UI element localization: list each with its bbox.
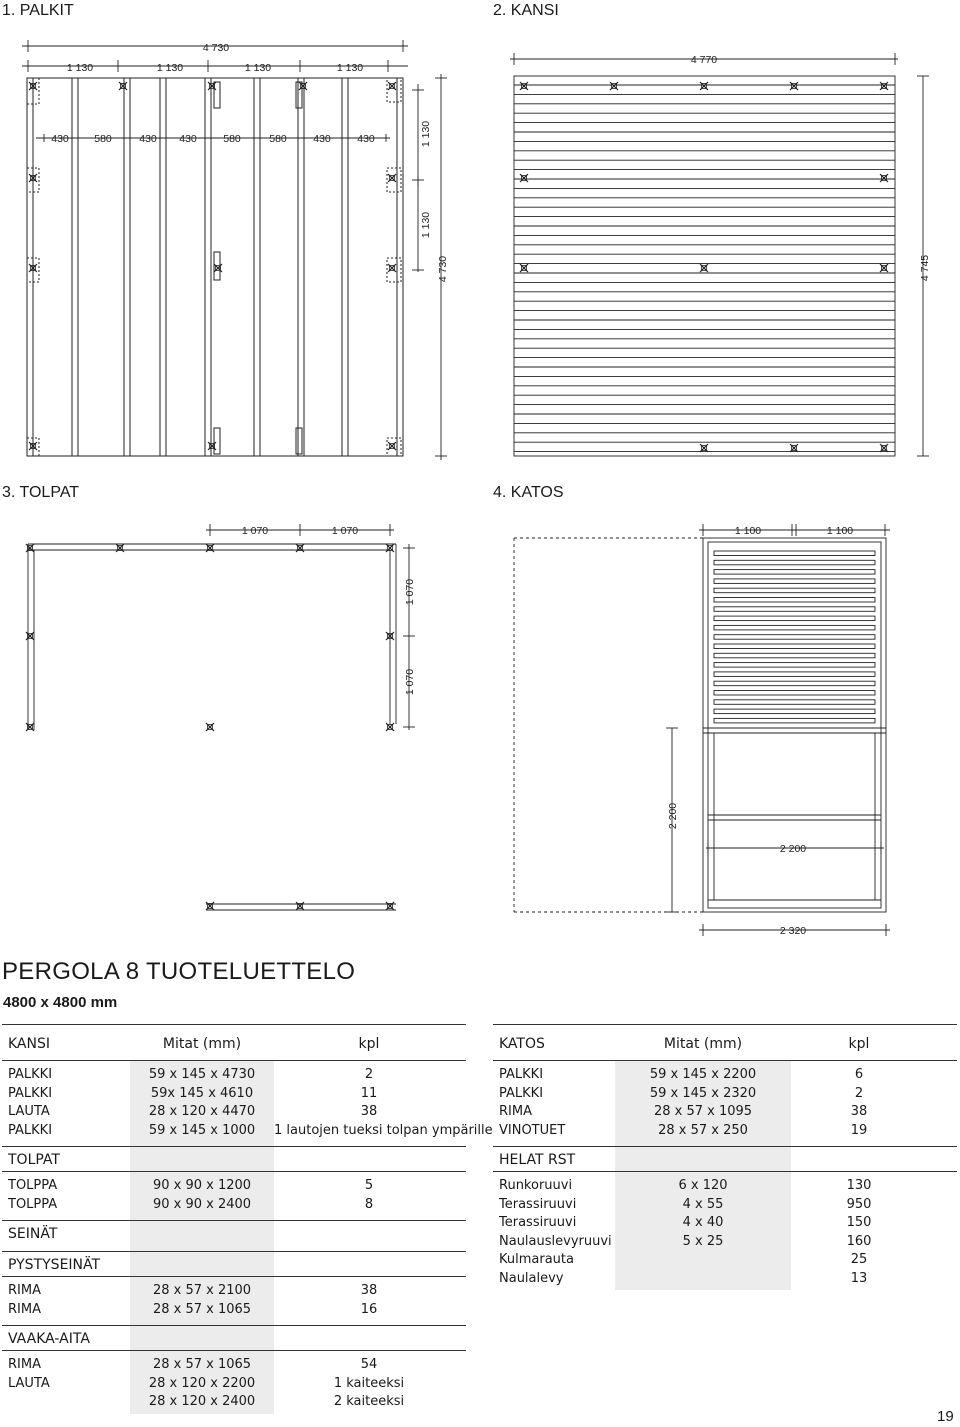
part-dims: 5 x 25 (682, 1233, 724, 1249)
dim-tolpat-side-b: 1 070 (404, 668, 416, 696)
dim-palkit-side-total: 4 730 (437, 255, 449, 283)
header-dims: Mitat (mm) (162, 1036, 242, 1052)
dim-palkit-gap: 580 (223, 133, 241, 145)
table-divider (2, 1350, 466, 1351)
roof-slat (714, 644, 875, 649)
part-name: RIMA (8, 1283, 41, 1298)
table-row (2, 1301, 466, 1318)
table-divider (2, 1251, 466, 1252)
part-name: Terassiruuvi (499, 1215, 577, 1230)
part-qty: 6 (854, 1067, 864, 1082)
dim-palkit-span: 1 130 (244, 62, 272, 74)
part-name: PALKKI (8, 1085, 53, 1101)
part-dims: 90 x 90 x 2400 (152, 1196, 252, 1212)
part-qty: 8 (364, 1196, 374, 1212)
table-row (2, 1103, 466, 1120)
dim-tolpat-side-a: 1 070 (404, 578, 416, 606)
part-qty: 150 (846, 1215, 872, 1230)
dim-palkit-total: 4 730 (202, 42, 230, 54)
table-row (2, 1393, 466, 1410)
roof-slat (714, 551, 875, 556)
roof-slat (714, 625, 875, 630)
group-title (2, 1150, 466, 1170)
table-row (2, 1066, 466, 1083)
table-row (493, 1251, 957, 1268)
part-name: RIMA (8, 1301, 41, 1317)
part-dims: 59 x 145 x 4730 (148, 1067, 256, 1082)
part-name: TOLPPA (8, 1196, 58, 1212)
table-row (2, 1356, 466, 1373)
roof-slat (714, 579, 875, 584)
table-row (493, 1103, 957, 1120)
table-row (493, 1214, 957, 1231)
part-dims: 28 x 120 x 4470 (148, 1104, 256, 1119)
roof-slat (714, 588, 875, 593)
part-name: Terassiruuvi (499, 1196, 577, 1212)
table-divider (2, 1276, 466, 1277)
dim-katos-span: 1 100 (826, 525, 854, 537)
dim-palkit-gap: 430 (51, 133, 69, 145)
table-divider (2, 1220, 466, 1221)
dim-palkit-side-a: 1 130 (420, 120, 432, 148)
roof-slat (714, 663, 875, 668)
part-qty: 13 (850, 1270, 868, 1286)
dim-palkit-span: 1 130 (336, 62, 364, 74)
product-size: 4800 x 4800 mm (3, 994, 118, 1011)
group-title-text: VAAKA-AITA (8, 1331, 90, 1347)
roof-slat (714, 653, 875, 658)
roof-slat (714, 616, 875, 621)
table-header (493, 1034, 957, 1054)
roof-slat (714, 560, 875, 565)
group-title-text: SEINÄT (8, 1226, 58, 1242)
part-qty: 1 lautojen tueksi tolpan ympärille (274, 1122, 493, 1138)
dim-kansi-width: 4 770 (690, 54, 718, 66)
dim-tolpat-span: 1 070 (331, 525, 359, 537)
table-row (493, 1122, 957, 1139)
roof-slat (714, 570, 875, 575)
dim-katos-height: 2 200 (667, 802, 679, 830)
part-name: RIMA (499, 1104, 532, 1119)
part-name: Kulmarauta (499, 1252, 574, 1267)
header-name: KANSI (8, 1036, 50, 1052)
part-qty: 38 (360, 1283, 378, 1298)
part-dims: 59x 145 x 4610 (150, 1085, 254, 1101)
table-row (493, 1196, 957, 1213)
part-dims: 28 x 120 x 2400 (148, 1394, 256, 1409)
part-qty: 5 (364, 1178, 374, 1193)
roof-slat (714, 709, 875, 714)
roof-slat (714, 700, 875, 705)
part-name: TOLPPA (8, 1178, 58, 1193)
part-qty: 25 (850, 1252, 868, 1267)
table-row (493, 1177, 957, 1194)
palkit-drawing (27, 78, 403, 456)
part-qty: 160 (846, 1233, 872, 1249)
header-dims: Mitat (mm) (663, 1036, 743, 1052)
table-row (2, 1282, 466, 1299)
header-qty: kpl (358, 1036, 380, 1052)
roof-slat (714, 635, 875, 640)
table-divider (493, 1024, 957, 1025)
table-header (2, 1034, 466, 1054)
dim-palkit-gap: 580 (269, 133, 287, 145)
group-title-text: TOLPAT (8, 1152, 60, 1168)
part-qty: 1 kaiteeksi (333, 1375, 405, 1391)
dim-katos-inner: 2 200 (779, 843, 807, 855)
part-name: PALKKI (499, 1067, 544, 1082)
dim-palkit-gap: 580 (94, 133, 112, 145)
part-qty: 11 (360, 1085, 378, 1101)
dim-palkit-span: 1 130 (66, 62, 94, 74)
part-name: RIMA (8, 1357, 41, 1372)
table-row (493, 1085, 957, 1102)
part-dims: 28 x 57 x 1065 (152, 1301, 252, 1317)
group-title (2, 1329, 466, 1349)
kansi-drawing (514, 76, 895, 456)
part-dims: 59 x 145 x 2320 (649, 1085, 757, 1101)
part-dims: 28 x 120 x 2200 (148, 1375, 256, 1391)
table-row (493, 1233, 957, 1250)
table-divider (2, 1325, 466, 1326)
parts-table-kansi (2, 1024, 493, 1409)
dim-palkit-gap: 430 (357, 133, 375, 145)
dim-palkit-gap: 430 (313, 133, 331, 145)
table-divider (493, 1060, 957, 1061)
part-qty: 2 (854, 1085, 864, 1101)
part-qty: 19 (850, 1122, 868, 1138)
dim-katos-span: 1 100 (734, 525, 762, 537)
page-number: 19 (937, 1408, 954, 1425)
part-qty: 54 (360, 1357, 378, 1372)
dim-palkit-gap: 430 (179, 133, 197, 145)
part-dims: 6 x 120 (678, 1178, 728, 1193)
group-title-text: HELAT RST (499, 1152, 576, 1168)
part-name: LAUTA (8, 1375, 50, 1391)
part-name: Naulauslevyruuvi (499, 1233, 612, 1249)
roof-slat (714, 681, 875, 686)
dim-katos-width: 2 320 (779, 925, 807, 937)
roof-slat (714, 718, 875, 723)
part-qty: 130 (846, 1178, 872, 1193)
part-dims: 4 x 40 (682, 1215, 724, 1230)
part-name: Runkoruuvi (499, 1178, 573, 1193)
part-dims: 4 x 55 (682, 1196, 724, 1212)
part-dims: 90 x 90 x 1200 (152, 1178, 252, 1193)
table-divider (2, 1146, 466, 1147)
dim-palkit-gap: 430 (139, 133, 157, 145)
header-qty: kpl (848, 1036, 870, 1052)
part-qty: 38 (360, 1104, 378, 1119)
katos-drawing (514, 538, 886, 912)
table-row (2, 1196, 466, 1213)
section-title-tolpat: 3. TOLPAT (2, 484, 80, 501)
table-divider (2, 1060, 466, 1061)
roof-slat (714, 672, 875, 677)
product-list-title: PERGOLA 8 TUOTELUETTELO (2, 958, 356, 985)
part-name: Naulalevy (499, 1270, 564, 1286)
part-qty: 2 (364, 1067, 374, 1082)
part-name: LAUTA (8, 1104, 50, 1119)
table-divider (493, 1146, 957, 1147)
table-row (2, 1085, 466, 1102)
part-dims: 59 x 145 x 1000 (148, 1122, 256, 1138)
part-dims: 28 x 57 x 250 (658, 1122, 748, 1138)
part-dims: 28 x 57 x 1095 (653, 1104, 753, 1119)
dim-palkit-span: 1 130 (156, 62, 184, 74)
part-name: PALKKI (8, 1067, 53, 1082)
section-title-katos: 4. KATOS (493, 484, 564, 501)
table-row (2, 1375, 466, 1392)
table-row (2, 1122, 493, 1139)
roof-slat (714, 598, 875, 603)
part-dims: 59 x 145 x 2200 (649, 1067, 757, 1082)
part-qty: 950 (846, 1196, 872, 1212)
table-row (493, 1066, 957, 1083)
parts-table-katos (493, 1024, 957, 1294)
part-qty: 16 (360, 1301, 378, 1317)
section-title-palkit: 1. PALKIT (2, 2, 74, 19)
part-name: PALKKI (8, 1122, 53, 1138)
table-divider (493, 1171, 957, 1172)
roof-slat (714, 607, 875, 612)
dim-tolpat-span: 1 070 (241, 525, 269, 537)
part-qty: 38 (850, 1104, 868, 1119)
part-dims: 28 x 57 x 1065 (152, 1357, 252, 1372)
table-row (493, 1270, 957, 1287)
group-title (2, 1255, 466, 1275)
group-title (2, 1224, 466, 1244)
part-name: PALKKI (499, 1085, 544, 1101)
section-title-kansi: 2. KANSI (493, 2, 559, 19)
part-name: VINOTUET (499, 1122, 566, 1138)
table-divider (2, 1024, 466, 1025)
tolpat-drawing (28, 544, 396, 910)
dim-palkit-side-b: 1 130 (420, 211, 432, 239)
group-title (493, 1150, 957, 1170)
roof-slat (714, 691, 875, 696)
table-row (2, 1177, 466, 1194)
part-dims: 28 x 57 x 2100 (152, 1283, 252, 1298)
dim-kansi-height: 4 745 (919, 254, 931, 282)
part-qty: 2 kaiteeksi (333, 1394, 405, 1409)
header-name: KATOS (499, 1036, 545, 1052)
group-title-text: PYSTYSEINÄT (8, 1257, 101, 1273)
table-divider (2, 1171, 466, 1172)
